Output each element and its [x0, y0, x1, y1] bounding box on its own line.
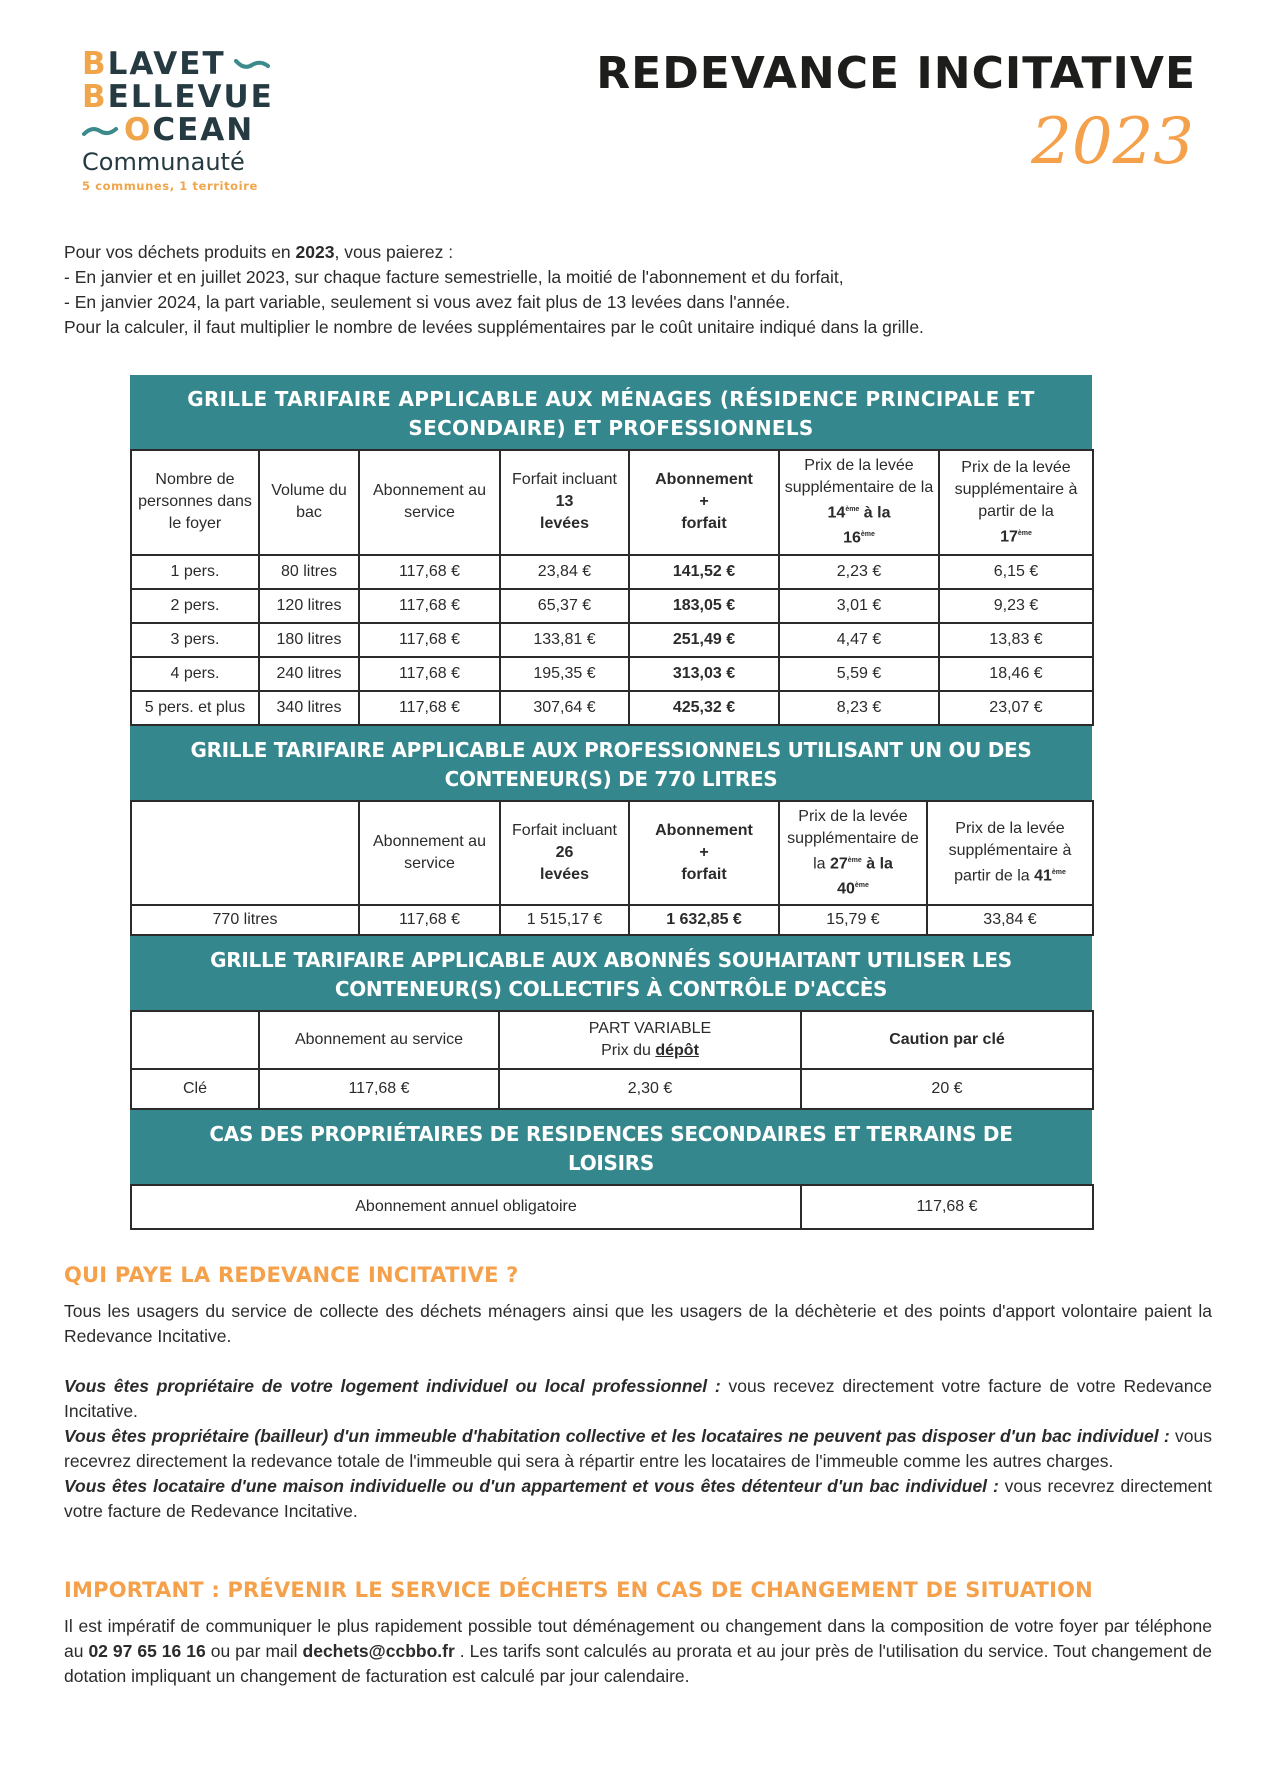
important-body	[64, 1614, 1212, 1689]
who-pays-case-2	[64, 1424, 1212, 1474]
table-header-row	[131, 450, 1093, 555]
header-variable-part	[499, 1011, 801, 1069]
case-1-text: vous recevez directement votre facture de votre Redevance Incitative.	[64, 1376, 1212, 1421]
cell-variable: 2,30 €	[499, 1069, 801, 1109]
cell-label: Clé	[131, 1069, 259, 1109]
cell-extra1: 15,79 €	[779, 905, 927, 935]
logo-initial-b: B	[82, 46, 108, 82]
cell-subscription: 117,68 €	[259, 1069, 499, 1109]
logo-initial-b2: B	[82, 79, 108, 115]
wave-icon	[234, 58, 270, 72]
page-year: 2023	[1031, 105, 1194, 179]
header-extra-1	[779, 801, 927, 906]
who-pays-intro: Tous les usagers du service de collecte des déchets ménagers ainsi que les usagers de la déchèterie et des points d'apport volontaire paient la Redevance Incitative.	[64, 1301, 1212, 1346]
header-total-plus: +	[699, 493, 709, 511]
cell-extra2: 13,83 €	[939, 623, 1093, 657]
grid-households-title: GRILLE TARIFAIRE APPLICABLE AUX MÉNAGES (RÉSIDENCE PRINCIPALE ET SECONDAIRE) ET PROFESSIONNELS	[130, 375, 1092, 449]
header-total-line1: Abonnement	[655, 471, 753, 489]
header-extra2-sup: ème	[1051, 869, 1066, 877]
header-volume: Volume du bac	[259, 450, 359, 555]
cell-subscription: 117,68 €	[359, 623, 500, 657]
intro-line-1	[64, 240, 1204, 265]
who-pays-section	[64, 1263, 1212, 1524]
header-variable-bold: dépôt	[655, 1042, 699, 1060]
cell-total: 425,32 €	[629, 691, 779, 725]
contact-email-link[interactable]: dechets@ccbbo.fr	[302, 1641, 455, 1661]
header-package-pre: Forfait incluant	[512, 821, 617, 839]
logo-text-blavet-rest: LAVET	[107, 46, 226, 82]
header-persons: Nombre de personnes dans le foyer	[131, 450, 259, 555]
cell-volume: 180 litres	[259, 623, 359, 657]
cell-label: Abonnement annuel obligatoire	[131, 1185, 801, 1229]
cell-extra1: 5,59 €	[779, 657, 939, 691]
header-variable-pre: Prix du	[601, 1042, 656, 1060]
intro-line-3: - En janvier 2024, la part variable, seulement si vous avez fait plus de 13 levées dans l'année.	[64, 292, 791, 312]
table-row	[131, 1185, 1093, 1229]
header-total	[629, 801, 779, 906]
cell-extra2: 6,15 €	[939, 555, 1093, 589]
tariff-grids	[130, 375, 1092, 1230]
header-total-plus: +	[699, 843, 709, 861]
who-pays-title: QUI PAYE LA REDEVANCE INCITATIVE ?	[64, 1263, 519, 1287]
cell-extra2: 18,46 €	[939, 657, 1093, 691]
table-row	[131, 555, 1093, 589]
case-2-text: vous recevrez directement la redevance totale de l'immeuble qui sera à répartir entre les locataires de l'immeuble comme les autres charges.	[64, 1426, 1212, 1471]
header-extra2-from: 41	[1034, 867, 1052, 885]
intro-text	[64, 240, 1204, 340]
intro-line-1-post: , vous paierez :	[334, 242, 454, 262]
cell-persons: 4 pers.	[131, 657, 259, 691]
logo-tagline: 5 communes, 1 territoire	[82, 179, 258, 193]
header-extra-1	[779, 450, 939, 555]
logo-text-ocean-rest: CEAN	[152, 112, 255, 148]
contact-phone[interactable]: 02 97 65 16 16	[88, 1641, 206, 1661]
cell-total: 251,49 €	[629, 623, 779, 657]
intro-line-1-pre: Pour vos déchets produits en	[64, 242, 296, 262]
header-extra2-pre: Prix de la levée supplémentaire à partir de la	[954, 458, 1078, 520]
header-subscription: Abonnement au service	[359, 801, 500, 906]
case-3-bold: Vous êtes locataire d'une maison individuelle ou d'un appartement et vous êtes détenteur d'un bac individuel :	[64, 1476, 999, 1496]
logo-line-bellevue	[82, 81, 282, 114]
header-package-word: levées	[540, 865, 589, 883]
cell-volume: 120 litres	[259, 589, 359, 623]
header-extra1-sup: ème	[845, 506, 860, 513]
header-extra1-sup2: ème	[854, 881, 869, 889]
header-extra2-from: 17	[1000, 527, 1018, 545]
who-pays-body	[64, 1299, 1212, 1524]
header-subscription: Abonnement au service	[259, 1011, 499, 1069]
cell-volume: 340 litres	[259, 691, 359, 725]
header-extra1-to: 16	[843, 529, 861, 547]
wave-icon	[82, 124, 118, 138]
cell-extra2: 9,23 €	[939, 589, 1093, 623]
header-total-line2: forfait	[681, 865, 727, 883]
important-section	[64, 1578, 1212, 1689]
important-title: IMPORTANT : PRÉVENIR LE SERVICE DÉCHETS EN CAS DE CHANGEMENT DE SITUATION	[64, 1578, 1093, 1602]
grid-secondary-residences-title: CAS DES PROPRIÉTAIRES DE RESIDENCES SECONDAIRES ET TERRAINS DE LOISIRS	[130, 1110, 1092, 1184]
header-package	[500, 801, 629, 906]
header-total-line1: Abonnement	[655, 821, 753, 839]
logo-line-blavet	[82, 48, 282, 81]
cell-persons: 1 pers.	[131, 555, 259, 589]
organization-logo	[82, 48, 282, 193]
cell-persons: 5 pers. et plus	[131, 691, 259, 725]
cell-total: 313,03 €	[629, 657, 779, 691]
grid-collective-containers-table	[130, 1010, 1094, 1110]
table-row	[131, 1069, 1093, 1109]
important-text-post: . Les tarifs sont calculés au prorata et au jour près de l'utilisation du service. Tout changement de dotation impliquant un changement de facturation est calculé par jour calendaire.	[64, 1641, 1212, 1686]
table-row	[131, 657, 1093, 691]
cell-total: 183,05 €	[629, 589, 779, 623]
header-extra1-pre: Prix de la levée supplémentaire de la	[784, 457, 934, 496]
logo-text-bellevue-rest: ELLEVUE	[107, 79, 274, 115]
who-pays-case-3	[64, 1474, 1212, 1524]
intro-year-bold: 2023	[295, 242, 335, 262]
cell-extra1: 2,23 €	[779, 555, 939, 589]
header-variable-line1: PART VARIABLE	[588, 1020, 712, 1038]
logo-line-ocean	[82, 114, 282, 147]
table-row	[131, 589, 1093, 623]
cell-package: 65,37 €	[500, 589, 629, 623]
header-empty	[131, 1011, 259, 1069]
case-1-bold: Vous êtes propriétaire de votre logement individuel ou local professionnel :	[64, 1376, 721, 1396]
header-package-num: 13	[555, 493, 574, 511]
cell-subscription: 117,68 €	[359, 657, 500, 691]
cell-extra1: 4,47 €	[779, 623, 939, 657]
cell-package: 195,35 €	[500, 657, 629, 691]
cell-persons: 3 pers.	[131, 623, 259, 657]
page-title: REDEVANCE INCITATIVE	[596, 48, 1196, 99]
header-total-line2: forfait	[681, 515, 727, 533]
header-subscription: Abonnement au service	[359, 450, 500, 555]
grid-professionals-770-table	[130, 800, 1094, 937]
header-package-word: levées	[540, 515, 589, 533]
header-extra2-pre: Prix de la levée supplémentaire à partir de la	[948, 820, 1072, 885]
cell-extra2: 23,07 €	[939, 691, 1093, 725]
header-extra1-pre: Prix de la levée supplémentaire de la	[787, 807, 919, 872]
cell-persons: 2 pers.	[131, 589, 259, 623]
logo-communaute: Communauté	[82, 148, 245, 176]
header-empty	[131, 801, 359, 906]
table-row	[131, 691, 1093, 725]
important-text-pre: Il est impératif de communiquer le plus rapidement possible tout déménagement ou changement dans la composition de votre foyer par téléphone au	[64, 1616, 1212, 1661]
cell-subscription: 117,68 €	[359, 691, 500, 725]
table-header-row	[131, 801, 1093, 906]
who-pays-case-1	[64, 1374, 1212, 1424]
cell-package: 23,84 €	[500, 555, 629, 589]
header-extra-2	[927, 801, 1093, 906]
cell-extra1: 8,23 €	[779, 691, 939, 725]
cell-package: 133,81 €	[500, 623, 629, 657]
header-deposit: Caution par clé	[801, 1011, 1093, 1069]
cell-volume: 80 litres	[259, 555, 359, 589]
header-extra1-to: 40	[837, 880, 855, 898]
table-header-row	[131, 1011, 1093, 1069]
cell-subscription: 117,68 €	[359, 555, 500, 589]
header-extra2-sup: ème	[1017, 529, 1032, 537]
header-extra1-sup: ème	[847, 856, 862, 864]
grid-professionals-770-title: GRILLE TARIFAIRE APPLICABLE AUX PROFESSIONNELS UTILISANT UN OU DES CONTENEUR(S) DE 770 LITRES	[130, 726, 1092, 800]
header-total	[629, 450, 779, 555]
header-extra1-from: 27	[829, 854, 848, 872]
table-row	[131, 905, 1093, 935]
grid-secondary-residences-table	[130, 1184, 1094, 1230]
important-text-mid: ou par mail	[205, 1641, 303, 1661]
cell-total: 1 632,85 €	[629, 905, 779, 935]
header-package	[500, 450, 629, 555]
cell-extra2: 33,84 €	[927, 905, 1093, 935]
cell-subscription: 117,68 €	[359, 589, 500, 623]
cell-package: 307,64 €	[500, 691, 629, 725]
important-text	[64, 1614, 1212, 1689]
cell-value: 117,68 €	[801, 1185, 1093, 1229]
table-row	[131, 623, 1093, 657]
cell-subscription: 117,68 €	[359, 905, 500, 935]
header-extra1-mid: à la	[859, 504, 891, 522]
logo-initial-o: O	[124, 112, 153, 148]
cell-total: 141,52 €	[629, 555, 779, 589]
cell-package: 1 515,17 €	[500, 905, 629, 935]
intro-line-4: Pour la calculer, il faut multiplier le nombre de levées supplémentaires par le coût unitaire indiqué dans la grille.	[64, 317, 924, 337]
cell-extra1: 3,01 €	[779, 589, 939, 623]
cell-volume: 240 litres	[259, 657, 359, 691]
header-extra-2	[939, 450, 1093, 555]
case-2-bold: Vous êtes propriétaire (bailleur) d'un immeuble d'habitation collective et les locataires ne peuvent pas disposer d'un bac individuel :	[64, 1426, 1170, 1446]
header-extra1-from: 14	[827, 504, 846, 522]
header-extra1-mid: à la	[861, 854, 893, 872]
cell-volume: 770 litres	[131, 905, 359, 935]
intro-line-2: - En janvier et en juillet 2023, sur chaque facture semestrielle, la moitié de l'abonnement et du forfait,	[64, 267, 844, 287]
case-3-text: vous recevrez directement votre facture de Redevance Incitative.	[64, 1476, 1212, 1521]
header-package-num: 26	[555, 843, 574, 861]
header-extra1-sup2: ème	[860, 531, 875, 539]
cell-deposit: 20 €	[801, 1069, 1093, 1109]
grid-collective-containers-title: GRILLE TARIFAIRE APPLICABLE AUX ABONNÉS SOUHAITANT UTILISER LES CONTENEUR(S) COLLECTIFS À CONTRÔLE D'ACCÈS	[130, 936, 1092, 1010]
grid-households-table	[130, 449, 1094, 726]
header-package-pre: Forfait incluant	[512, 471, 617, 489]
